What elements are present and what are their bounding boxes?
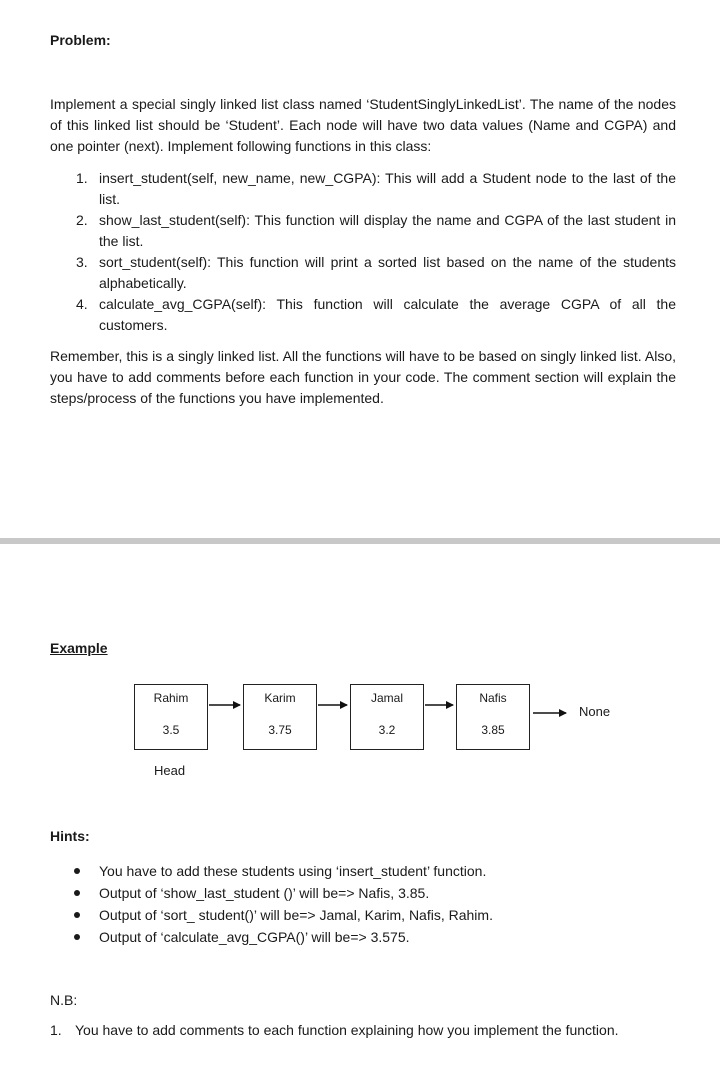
section-divider bbox=[0, 538, 720, 544]
node-cgpa: 3.5 bbox=[162, 723, 180, 737]
function-list bbox=[76, 168, 676, 336]
node-cgpa: 3.85 bbox=[481, 723, 505, 737]
list-node-nafis bbox=[456, 684, 530, 750]
list-node-jamal bbox=[350, 684, 424, 750]
list-item: You have to add these students using ‘insert_student’ function. bbox=[74, 860, 674, 882]
bullet-icon bbox=[74, 868, 80, 874]
list-item: 2. show_last_student(self): This function will display the name and CGPA of the last student in the list. bbox=[76, 212, 676, 249]
node-name: Nafis bbox=[479, 691, 507, 705]
none-label: None bbox=[579, 704, 611, 719]
bullet-icon bbox=[74, 912, 80, 918]
list-item: 4. calculate_avg_CGPA(self): This function will calculate the average CGPA of all the customers. bbox=[76, 296, 676, 333]
hints-list bbox=[74, 860, 674, 948]
node-name: Jamal bbox=[370, 691, 403, 705]
node-name: Karim bbox=[264, 691, 296, 705]
list-item: 3. sort_student(self): This function will print a sorted list based on the name of the students alphabetically. bbox=[76, 254, 676, 291]
list-node-karim bbox=[243, 684, 317, 750]
remember-paragraph: Remember, this is a singly linked list. All the functions will have to be based on singly linked list. Also, you have to add comments before each function in your code. The comment section will explain the steps/process of the functions you have implemented. bbox=[50, 348, 676, 406]
nb-item: 1. You have to add comments to each function explaining how you implement the function. bbox=[50, 1022, 619, 1038]
node-cgpa: 3.2 bbox=[378, 723, 396, 737]
list-item: Output of ‘calculate_avg_CGPA()’ will be=> 3.575. bbox=[74, 926, 674, 948]
list-node-rahim bbox=[134, 684, 208, 750]
bullet-icon bbox=[74, 890, 80, 896]
head-label: Head bbox=[154, 763, 186, 778]
nb-heading: N.B: bbox=[50, 992, 78, 1008]
list-item: Output of ‘show_last_student ()’ will be=> Nafis, 3.85. bbox=[74, 882, 674, 904]
problem-intro: Implement a special singly linked list class named ‘StudentSinglyLinkedList’. The name of the nodes of this linked list should be ‘Student’. Each node will have two data values (Name and CGPA) and one pointer (next). Implement following functions in this class: bbox=[50, 96, 676, 154]
list-item: 1. insert_student(self, new_name, new_CGPA): This will add a Student node to the last of the list. bbox=[76, 170, 676, 207]
list-item: Output of ‘sort_ student()’ will be=> Jamal, Karim, Nafis, Rahim. bbox=[74, 904, 674, 926]
problem-heading: Problem: bbox=[50, 32, 111, 48]
hints-heading: Hints: bbox=[50, 828, 90, 844]
node-cgpa: 3.75 bbox=[268, 723, 292, 737]
example-heading: Example bbox=[50, 640, 108, 656]
node-name: Rahim bbox=[153, 691, 189, 705]
bullet-icon bbox=[74, 934, 80, 940]
